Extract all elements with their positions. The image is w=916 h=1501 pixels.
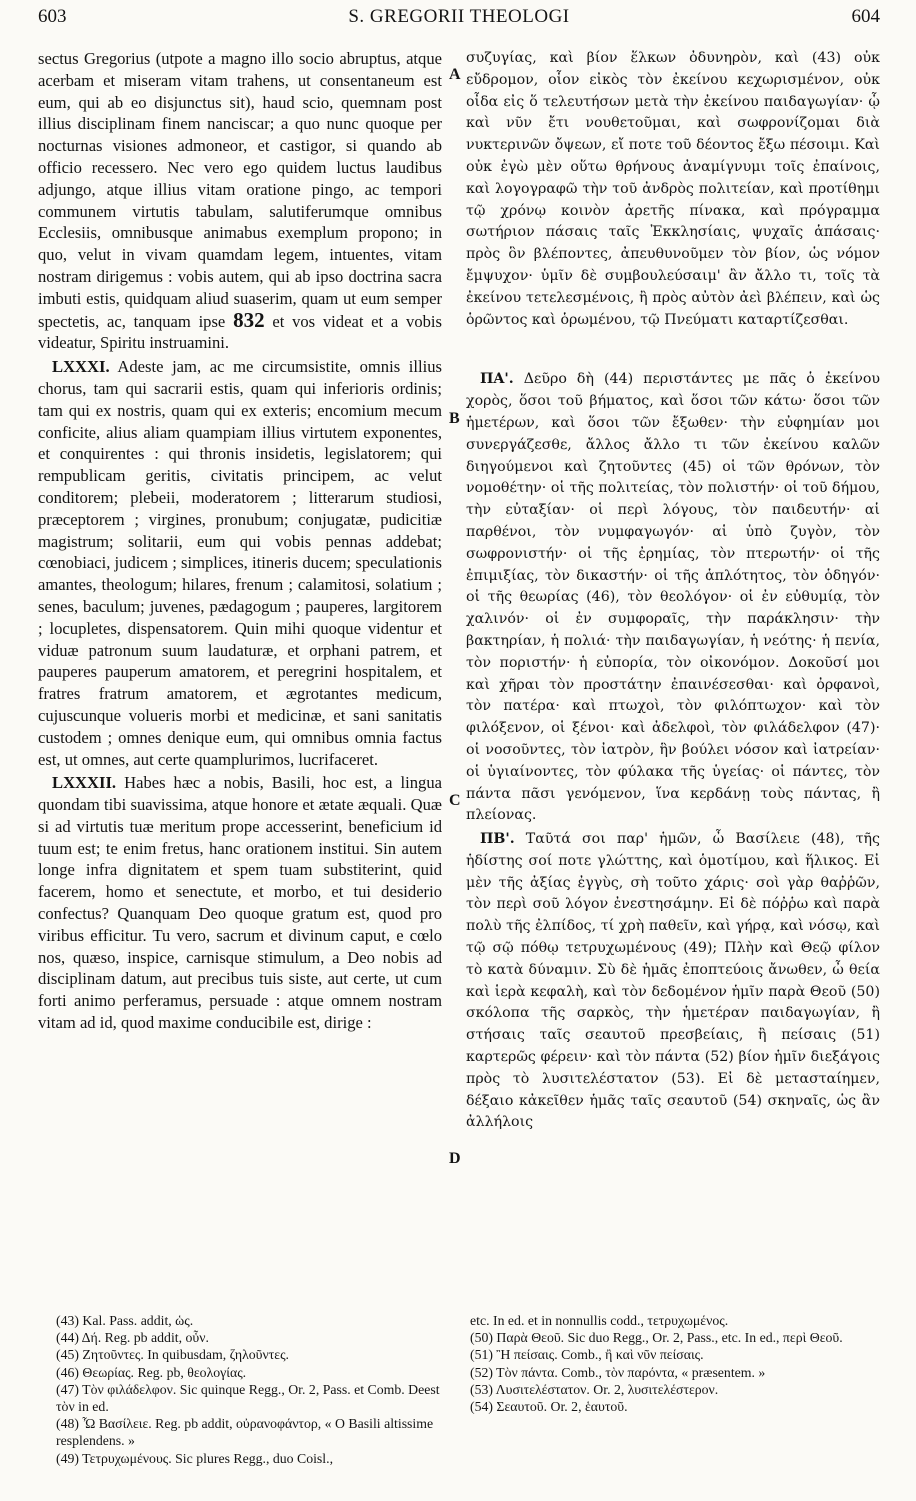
greek-paragraph-80: συζυγίας, καὶ βίον ἕλκων ὀδυνηρὸν, καὶ (43) οὐκ εὔδρομον, οἷον εἰκὸς τὸν ἐκείνου κεχωρισμένον, οὐκ οἶδα εἰς ὅ τελευτήσων μετὰ τὴν ἐκείνου παιδαγωγίαν· ᾧ καὶ νῦν ἔτι νουθετοῦμαι, καὶ σωφρονίζομαι διὰ νυκτερινῶν ὄψεων, εἴ ποτε τοῦ δέοντος ἔξω πέσοιμι. Καὶ οὐκ ἐγὼ μὲν οὕτω θρήνους ἀναμίγνυμι τοῖς ἐπαίνοις, καὶ λογογραφῶ τὴν τοῦ ἀνδρὸς πολιτείαν, καὶ προτίθημι τῷ χρόνῳ κοινὸν ἀρετῆς πίνακα, καὶ πρόγραμμα σωτήριον πάσαις ταῖς Ἐκκλησίαις, ψυχαῖς ἁπάσαις· πρὸς ὃν βλέποντες, ἀπευθυνοῦμεν τὸν βίον, ὡς νόμον ἔμψυχον· ὑμῖν δὲ συμβουλεύσαιμ' ἂν ἄλλο τι, τοῖς τὰ ἐκείνου τετελεσμένοις, ἢ πρὸς αὐτὸν ἀεὶ βλέπειν, καὶ ὡς ὁρῶντος καὶ ὁρωμένου, τῷ Πνεύματι καταρτίζεσθαι. <box>466 50 880 328</box>
margin-letter-a: A <box>449 66 461 83</box>
footnote: (43) Kal. Pass. addit, ὡς. <box>56 1313 194 1328</box>
greek-section-label-82: ΠΒ'. <box>480 831 515 848</box>
footnote: (51) Ἢ πείσαις. Comb., ἢ καὶ νῦν πείσαις. <box>470 1347 704 1363</box>
footnotes-left <box>56 1312 444 1467</box>
latin-column <box>38 48 442 1034</box>
footnote: (50) Παρὰ Θεοῦ. Sic duo Regg., Or. 2, Pass., etc. In ed., περὶ Θεοῦ. <box>470 1330 843 1346</box>
greek-paragraph-82: ΠΒ'. Ταῦτά σοι παρ' ἡμῶν, ὦ Βασίλειε (48), τῆς ἡδίστης σοί ποτε γλώττης, καὶ ὁμοτίμου, καὶ ἥλικος. Εἰ μὲν τῆς ἀξίας ἐγγὺς, σὴ τοῦτο χάρις· σοὶ γὰρ θαῤῥῶν, τὸν περὶ σοῦ λόγον ἐνεστησάμην. Εἰ δὲ πόῤῥω καὶ παρὰ πολὺ τῆς ἐλπίδος, τί χρὴ παθεῖν, καὶ γήρᾳ, καὶ νόσῳ, καὶ τῷ σῷ πόθῳ τετρυχωμένους (49); Πλὴν καὶ Θεῷ φίλον τὸ κατὰ δύναμιν. Σὺ δὲ ἡμᾶς ἐποπτεύοις ἄνωθεν, ὦ θεία καὶ ἱερὰ κεφαλὴ, καὶ τὸν δεδομένον ἡμῖν παρὰ Θεοῦ (50) σκόλοπα τῆς σαρκὸς, τὴν ἡμετέραν παιδαγωγίαν, ἢ στήσαις ταῖς σεαυτοῦ πρεσβείαις, ἢ πείσαις (51) καρτερῶς φέρειν· καὶ τὸν πάντα (52) βίον ἡμῖν διεξάγοις πρὸς τὸ λυσιτελέστατον (53). Εἰ δὲ μετασταίημεν, δέξαιο κἀκεῖθεν ἡμᾶς ταῖς σεαυτοῦ (54) σκηναῖς, ὡς ἂν ἀλλήλοις <box>466 831 880 1131</box>
greek-paragraph-81: ΠΑ'. Δεῦρο δὴ (44) περιστάντες με πᾶς ὁ ἐκείνου χορὸς, ὅσοι τοῦ βήματος, καὶ ὅσοι τῶν κάτω· ὅσοι τῶν ἡμετέρων, καὶ ὅσοι τῶν ἔξωθεν· τὴν εὐφημίαν μοι συνεργάζεσθε, ἄλλος ἄλλο τι τῶν ἐκείνου καλῶν διηγούμενοι καὶ ζητοῦντες (45) οἱ τῶν θρόνων, τὸν νομοθέτην· οἱ τῆς πολιτείας, τὸν πολιστήν· οἱ τοῦ δήμου, τὴν εὐταξίαν· οἱ περὶ λόγους, τὸν παιδευτήν· αἱ παρθένοι, τὸν νυμφαγωγόν· αἱ ὑπὸ ζυγὸν, τὸν σωφρονιστήν· οἱ τῆς ἐρημίας, τὸν πτερωτήν· οἱ τῆς ἐπιμιξίας, τὸν δικαστήν· οἱ τῆς ἁπλότητος, τὸν ὁδηγόν· οἱ τῆς θεωρίας (46), τὸν θεολόγον· οἱ ἐν εὐθυμίᾳ, τὸν χαλινόν· οἱ ἐν συμφοραῖς, τὴν παράκλησιν· τὴν βακτηρίαν, ἡ πολιά· τὴν παιδαγωγίαν, ἡ νεότης· ἡ πενία, τὸν ποριστήν· ἡ εὐπορία, τὸν οἰκονόμον. Δοκοῦσί μοι καὶ χῆραι τὸν προστάτην ἐπαινέσεσθαι· καὶ ὀρφανοὶ, τὸν πατέρα· καὶ πτωχοὶ, τὸν φιλόπτωχον· καὶ τὸν φιλόξενον, οἱ ξένοι· καὶ ἀδελφοὶ, τὸν φιλάδελφον (47)· οἱ νοσοῦντες, τὸν ἰατρὸν, ἣν βούλει νόσον καὶ ἰατρείαν· οἱ ὑγιαίνοντες, τὸν φύλακα τῆς ὑγείας· οἱ πάντες, τὸν πάντα πᾶσι γενόμενον, ἵνα κερδάνῃ τοὺς πάντας, ἢ πλείονας. <box>466 371 880 824</box>
footnote: (53) Λυσιτελέστατον. Or. 2, λυσιτελέστερον. <box>470 1381 719 1397</box>
column-number: 832 <box>233 307 265 332</box>
footnote: (52) Τὸν πάντα. Comb., τὸν παρόντα, « præsentem. » <box>470 1364 766 1380</box>
page-number-right: 604 <box>851 6 880 27</box>
margin-letter-d: D <box>449 1150 461 1167</box>
footnote: etc. In ed. et in nonnullis codd., τετρυχωμένος. <box>470 1313 729 1328</box>
section-label-81: LXXXI. <box>52 357 110 377</box>
running-title: S. GREGORII THEOLOGI <box>348 6 570 27</box>
footnote: (48) Ὦ Βασίλειε. Reg. pb addit, οὐρανοφάντορ, « O Basili altissime resplendens. » <box>56 1416 434 1449</box>
greek-section-label-81: ΠΑ'. <box>480 371 514 388</box>
latin-paragraph-82: LXXXII. Habes hæc a nobis, Basili, hoc est, a lingua quondam tibi suavissima, atque honore et ætate æquali. Quæ si ad virtutis tuæ meritum prope accesserint, beneficium id tuum est; te enim fretus, hanc orationem institui. Sin autem longe infra dignitatem et spem tuam substiterint, quid facerem, homo et senectute, et morbo, et tui desiderio confectus? Quanquam Deo quoque gratum est, quod pro viribus efficitur. Tu vero, sacrum et divinum caput, e cœlo nos, quæso, inspice, carnisque stimulum, a Deo nobis ad disciplinam datum, aut precibus tuis siste, aut certe, ut cum forti animo perferamus, persuade : atque omnem nostram vitam ad id, quod maxime conducibile est, dirige : <box>38 773 442 1033</box>
page-number-left: 603 <box>38 6 67 27</box>
latin-paragraph-80: sectus Gregorius (utpote a magno illo socio abruptus, atque acerbam et miseram vitam trahens, ut consentaneum est eum, qui ab eo disjunctus sit), haud scio, quemnam post illius disciplinam finem nanciscar; a quo nunc quoque per nocturnas visiones admoneor, et castigor, si quando ab officio recessero. Nec vero ego quidem luctus laudibus adjungo, atque illius vitam oratione pingo, ac tempori communem virtutis tabulam, salutiferumque omnibus Ecclesiis, omnibusque animabus exemplum propono; in quo, velut in vivam quamdam legem, intuentes, vitam nostram dirigemus : vobis autem, qui ab ipso doctrina sacra imbuti estis, quidquam aliud suaserim, quam ut eum semper spectetis, ac, tanquam ipse 832 et vos videat et a vobis videatur, Spiritu instruamini. <box>38 49 442 353</box>
footnote: (54) Σεαυτοῦ. Or. 2, ἑαυτοῦ. <box>470 1399 628 1415</box>
margin-letter-b: B <box>449 410 460 427</box>
greek-column <box>466 48 880 1134</box>
footnote: (49) Τετρυχωμένους. Sic plures Regg., duo Coisl., <box>56 1450 334 1466</box>
footnote: (45) Ζητοῦντες. In quibusdam, ζηλοῦντες. <box>56 1347 289 1363</box>
margin-letter-c: C <box>449 792 461 809</box>
section-label-82: LXXXII. <box>52 773 117 793</box>
footnote: (44) Δή. Reg. pb addit, οὖν. <box>56 1330 209 1346</box>
footnote: (46) Θεωρίας. Reg. pb, θεολογίας. <box>56 1364 247 1380</box>
footnote: (47) Τὸν φιλάδελφον. Sic quinque Regg., Or. 2, Pass. et Comb. Deest τὸν in ed. <box>56 1381 440 1415</box>
page-header <box>38 6 880 46</box>
latin-paragraph-81: LXXXI. Adeste jam, ac me circumsistite, omnis illius chorus, tam qui sacrarii estis, quam qui inferioris ordinis; tam qui ex nostris, quam qui ex exteris; encomium mecum conficite, alius aliam quampiam illius virtutem exponentes, et conquirentes : qui thronis insidetis, legislatorem; qui rempublicam geritis, civitatis principem, ac velut conditorem; plebeii, moderatorem ; litterarum studiosi, præceptorem ; virgines, pronubum; conjugatæ, pudicitiæ magistrum; solitarii, eum qui vobis pennas addebat; cœnobiaci, judicem ; simplices, itineris ducem; speculationis amantes, theologum; hilares, frenum ; calamitosi, solatium ; senes, baculum; juvenes, pædagogum ; pauperes, largitorem ; locupletes, dispensatorem. Quin mihi quoque videntur et viduæ patronum suum laudaturæ, et orphani patrem, et pauperes pauperum amatorem, et peregrini hospitalem, et fratres fratrum amatorem, et ægrotantes medicum, cujuscunque volueris morbi et medicinæ, et sani sanitatis custodem ; omnes denique eum, qui omnibus omnia factus est, ut omnes, aut certe quamplurimos, lucrifaceret. <box>38 357 442 769</box>
footnotes-right <box>470 1312 880 1415</box>
